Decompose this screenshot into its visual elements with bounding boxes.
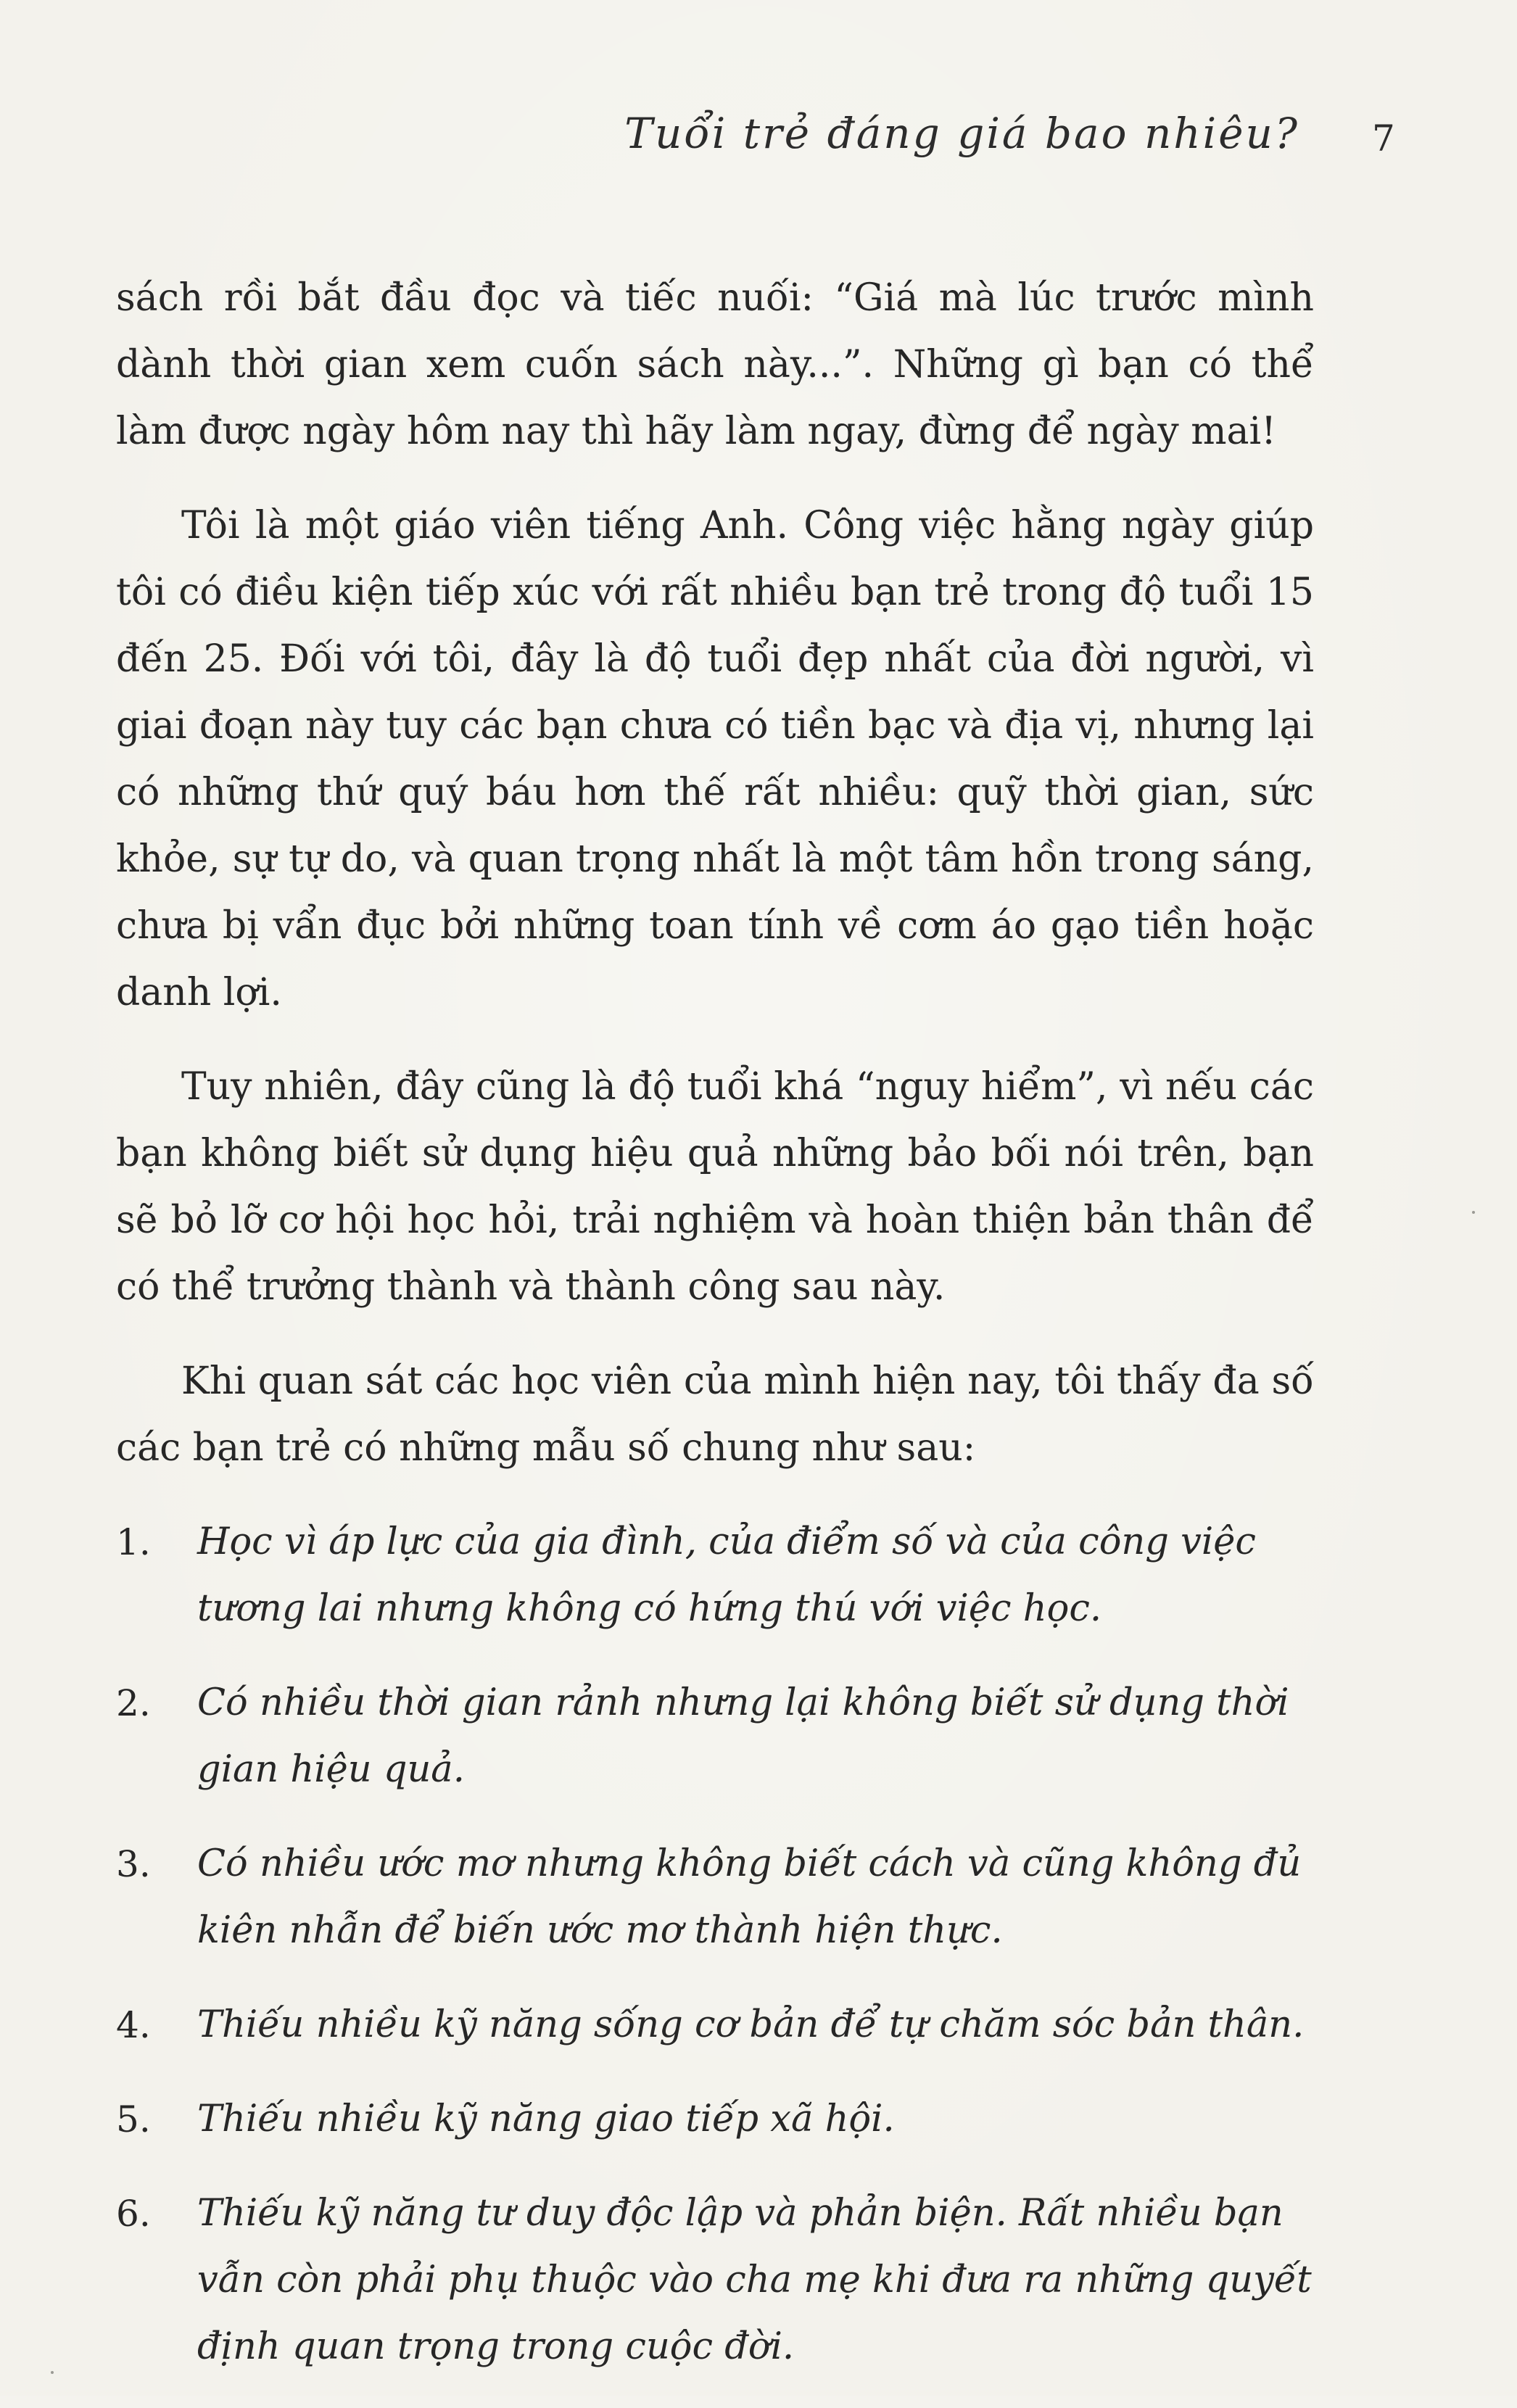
paragraph-dangerous-age: Tuy nhiên, đây cũng là độ tuổi khá “nguy hiểm”, vì nếu các bạn không biết sử dụng hiệu quả những bảo bối nói trên, bạn sẽ bỏ lỡ cơ hội học hỏi, trải nghiệm và hoàn thiện bản thân để có thể trưởng thành và thành công sau này. — [116, 1065, 1314, 1309]
page-number-label: 7 — [1372, 117, 1395, 160]
list-item-number: 6 . — [116, 2180, 151, 2247]
paragraph-observation: Khi quan sát các học viên của mình hiện nay, tôi thấy đa số các bạn trẻ có những mẫu số chung như sau: — [116, 1360, 1314, 1470]
paper-speck — [51, 2371, 54, 2374]
list-item-text: Thiếu kỹ năng tư duy độc lập và phản biện. Rất nhiều bạn vẫn còn phải phụ thuộc vào cha mẹ khi đưa ra những quyết định quan trọng trong cuộc đời. — [197, 2192, 1312, 2368]
list-item — [116, 2180, 1314, 2380]
list-item — [116, 1831, 1314, 1964]
paragraph-teacher-intro: Tôi là một giáo viên tiếng Anh. Công việc hằng ngày giúp tôi có điều kiện tiếp xúc với rất nhiều bạn trẻ trong độ tuổi 15 đến 25. Đối với tôi, đây là độ tuổi đẹp nhất của đời người, vì giai đoạn này tuy các bạn chưa có tiền bạc và địa vị, nhưng lại có những thứ quý báu hơn thế rất nhiều: quỹ thời gian, sức khỏe, sự tự do, và quan trọng nhất là một tâm hồn trong sáng, chưa bị vẩn đục bởi những toan tính về cơm áo gạo tiền hoặc danh lợi. — [116, 504, 1314, 1014]
list-item-number: 2 . — [116, 1670, 151, 1737]
paragraph-continuation: sách rồi bắt đầu đọc và tiếc nuối: “Giá mà lúc trước mình dành thời gian xem cuốn sách này...”. Những gì bạn có thể làm được ngày hôm nay thì hãy làm ngay, đừng để ngày mai! — [116, 276, 1314, 453]
list-item-number: 4 . — [116, 1992, 151, 2059]
running-header: Tuổi trẻ đáng giá bao nhiêu? — [624, 109, 1299, 158]
list-item-number: 1 . — [116, 1509, 151, 1576]
body-text — [116, 265, 1314, 2408]
list-item-number: 5 . — [116, 2086, 151, 2153]
common-traits-list — [116, 1509, 1314, 2380]
list-item-text: Có nhiều thời gian rảnh nhưng lại không biết sử dụng thời gian hiệu quả. — [197, 1681, 1289, 1791]
list-item — [116, 2086, 1314, 2153]
list-item-text: Có nhiều ước mơ nhưng không biết cách và cũng không đủ kiên nhẫn để biến ước mơ thành hiện thực. — [197, 1842, 1302, 1952]
list-item — [116, 1670, 1314, 1803]
list-item-text: Thiếu nhiều kỹ năng giao tiếp xã hội. — [197, 2098, 895, 2140]
list-item-number: 3 . — [116, 1831, 151, 1898]
list-item-text: Học vì áp lực của gia đình, của điểm số và của công việc tương lai nhưng không có hứng thú với việc học. — [197, 1520, 1256, 1630]
list-item — [116, 1509, 1314, 1642]
list-item — [116, 1992, 1314, 2059]
list-item-text: Thiếu nhiều kỹ năng sống cơ bản để tự chăm sóc bản thân. — [197, 2003, 1305, 2046]
paper-speck — [1472, 1211, 1475, 1214]
